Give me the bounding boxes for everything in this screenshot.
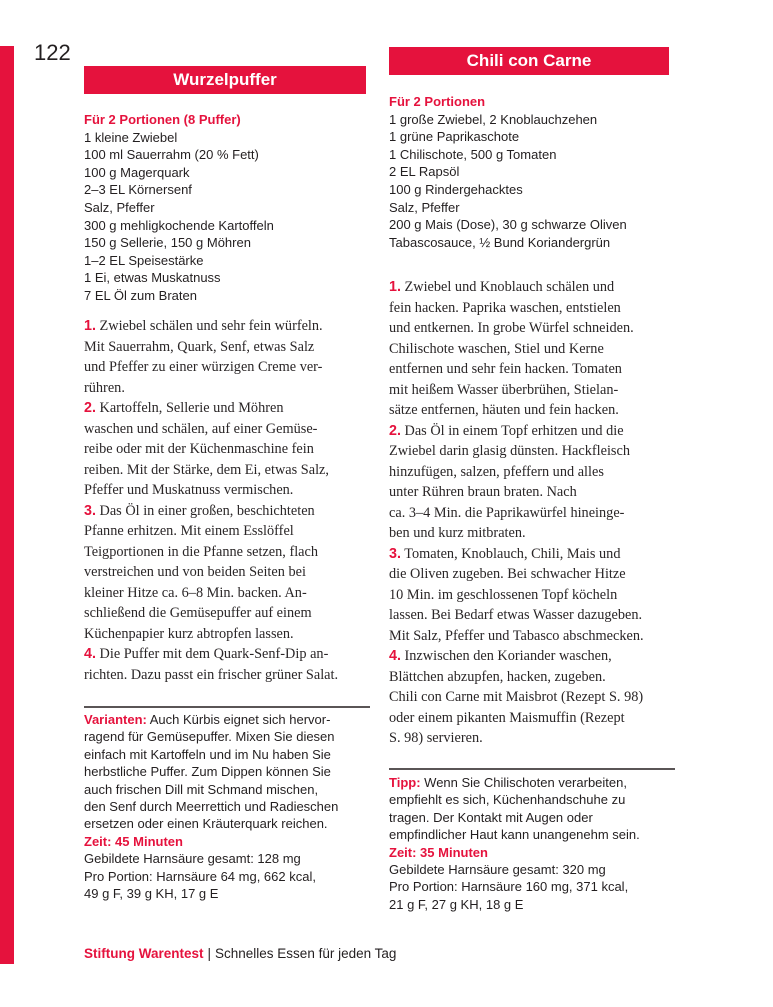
variant-text: Auch Kürbis eignet sich hervor- — [149, 712, 331, 727]
ingredient-item: 150 g Sellerie, 150 g Möhren — [84, 235, 251, 251]
variant-text-line: herbstliche Puffer. Zum Dippen können Sie — [84, 764, 331, 780]
ingredient-item: 1 Ei, etwas Muskatnuss — [84, 270, 221, 286]
steps-left — [84, 316, 374, 685]
step-text-line: S. 98) servieren. — [389, 730, 483, 746]
step-text: Kartoffeln, Sellerie und Möhren — [99, 400, 284, 416]
nutrition-info-line: Gebildete Harnsäure gesamt: 320 mg — [389, 862, 606, 878]
step-number: 3. — [84, 502, 96, 519]
ingredient-item: 1 Chilischote, 500 g Tomaten — [389, 146, 557, 162]
step-text-line: Pfanne erhitzen. Mit einem Esslöffel — [84, 523, 294, 539]
divider-left — [84, 706, 370, 708]
step-number: 1. — [84, 318, 96, 334]
step-number: 3. — [389, 545, 401, 562]
step-4 — [84, 644, 374, 665]
ingredients-left — [84, 111, 370, 305]
tip-text-line: empfindlicher Haut kann unangenehm sein. — [389, 827, 640, 843]
step-text-line: Chili con Carne mit Maisbrot (Rezept S. 98) — [389, 689, 644, 705]
tip-label: Tipp: — [389, 775, 421, 790]
footer-book-title: Schnelles Essen für jeden Tag — [215, 946, 397, 961]
step-text: Das Öl in einem Topf erhitzen und die — [404, 422, 624, 439]
notes-right — [389, 774, 679, 913]
step-text-line: unter Rühren braun braten. Nach — [389, 484, 577, 500]
step-number: 1. — [389, 279, 401, 295]
step-text: Zwiebel schälen und sehr fein würfeln. — [99, 318, 323, 334]
step-text-line: waschen und schälen, auf einer Gemüse- — [84, 420, 318, 437]
step-3 — [84, 501, 374, 522]
variant-text-line: ragend für Gemüsepuffer. Mixen Sie diesen — [84, 729, 335, 745]
step-text-line: Teigportionen in die Pfanne setzen, flach — [84, 543, 319, 560]
ingredient-item: Tabascosauce, ½ Bund Koriandergrün — [389, 234, 611, 250]
step-text-line: verstreichen und von beiden Seiten bei — [84, 564, 306, 580]
ingredient-item: 1–2 EL Speisestärke — [84, 252, 204, 268]
ingredient-item: 2–3 EL Körnersenf — [84, 182, 192, 198]
recipe-title-wurzelpuffer: Wurzelpuffer — [84, 66, 366, 94]
tip-text-line: empfiehlt es sich, Küchenhandschuhe zu — [389, 792, 626, 808]
ingredient-item: 300 g mehligkochende Kartoffeln — [84, 217, 274, 233]
time-left: Zeit: 45 Minuten — [84, 833, 183, 849]
recipe-title-chili: Chili con Carne — [389, 47, 669, 75]
step-text-line: ca. 3–4 Min. die Paprikawürfel hineinge- — [389, 504, 625, 521]
step-text-line: Mit Sauerrahm, Quark, Senf, etwas Salz — [84, 338, 315, 355]
ingredient-item: 100 g Magerquark — [84, 164, 190, 180]
step-text-line: entfernen und sehr fein hacken. Tomaten — [389, 361, 622, 377]
page-number: 122 — [34, 40, 71, 65]
step-number: 2. — [389, 422, 401, 439]
ingredient-item: 1 grüne Paprikaschote — [389, 129, 520, 145]
nutrition-info-line: Pro Portion: Harnsäure 64 mg, 662 kcal, — [84, 868, 316, 884]
tip-text: Wenn Sie Chilischoten verarbeiten, — [424, 775, 627, 790]
variant-label: Varianten: — [84, 712, 147, 727]
step-text: Inzwischen den Koriander waschen, — [404, 648, 612, 664]
ingredient-item: 7 EL Öl zum Braten — [84, 287, 197, 303]
variant-text-line: den Senf durch Meerrettich und Radieschen — [84, 799, 339, 815]
variant-note-first — [84, 711, 374, 728]
ingredient-item: 1 große Zwiebel, 2 Knoblauchzehen — [389, 111, 598, 127]
step-text: Die Puffer mit dem Quark-Senf-Dip an- — [99, 646, 329, 662]
ingredients-right — [389, 93, 679, 251]
footer — [84, 946, 396, 961]
step-text: Zwiebel und Knoblauch schälen und — [404, 279, 615, 295]
step-number: 2. — [84, 400, 96, 416]
step-4 — [389, 646, 679, 667]
page-edge-bar — [0, 46, 14, 964]
step-text-line: mit heißem Wasser überbrühen, Stielan- — [389, 381, 619, 398]
step-text-line: Zwiebel darin glasig dünsten. Hackfleisch — [389, 443, 630, 459]
nutrition-info-line: Gebildete Harnsäure gesamt: 128 mg — [84, 851, 301, 867]
step-1 — [84, 316, 374, 337]
step-3 — [389, 544, 679, 565]
step-text-line: die Oliven zugeben. Bei schwacher Hitze — [389, 566, 626, 582]
step-text-line: Küchenpapier kurz abtropfen lassen. — [84, 625, 294, 642]
step-text: Tomaten, Knoblauch, Chili, Mais und — [404, 545, 621, 562]
step-text-line: hinzufügen, salzen, pfeffern und alles — [389, 463, 604, 480]
ingredient-item: 1 kleine Zwiebel — [84, 129, 178, 145]
step-text-line: und entkernen. In grobe Würfel schneiden. — [389, 320, 634, 336]
variant-text-line: einfach mit Kartoffeln und im Nu haben Sie — [84, 746, 331, 762]
step-text-line: lassen. Bei Bedarf etwas Wasser dazugeben. — [389, 607, 643, 623]
step-2 — [389, 421, 679, 442]
ingredient-item: Salz, Pfeffer — [84, 199, 155, 215]
step-text-line: reiben. Mit der Stärke, dem Ei, etwas Salz, — [84, 461, 329, 478]
step-text: Das Öl in einer großen, beschichteten — [99, 502, 315, 519]
step-text-line: fein hacken. Paprika waschen, entstielen — [389, 299, 621, 316]
time-right: Zeit: 35 Minuten — [389, 844, 488, 860]
footer-brand: Stiftung Warentest — [84, 946, 204, 961]
step-text-line: ben und kurz mitbraten. — [389, 525, 526, 541]
variant-text-line: auch frischen Dill mit Schmand mischen, — [84, 781, 319, 797]
step-text-line: und Pfeffer zu einer würzigen Creme ver- — [84, 359, 323, 375]
portions-heading: Für 2 Portionen (8 Puffer) — [84, 112, 241, 127]
step-text-line: oder einem pikanten Maismuffin (Rezept — [389, 709, 625, 726]
tip-text-line: tragen. Der Kontakt mit Augen oder — [389, 809, 593, 825]
ingredient-item: Salz, Pfeffer — [389, 199, 460, 215]
divider-right — [389, 768, 675, 770]
step-text-line: reibe oder mit der Küchenmaschine fein — [84, 441, 314, 457]
nutrition-info-line: Pro Portion: Harnsäure 160 mg, 371 kcal, — [389, 879, 629, 895]
step-text-line: rühren. — [84, 379, 125, 396]
step-number: 4. — [84, 646, 96, 662]
notes-left — [84, 711, 374, 902]
step-text-line: Chilischote waschen, Stiel und Kerne — [389, 340, 604, 357]
nutrition-info-line: 21 g F, 27 g KH, 18 g E — [389, 896, 524, 912]
step-text-line: 10 Min. im geschlossenen Topf köcheln — [389, 586, 618, 603]
step-2 — [84, 398, 374, 419]
step-text-line: sätze entfernen, häuten und fein hacken. — [389, 402, 619, 418]
step-number: 4. — [389, 648, 401, 664]
ingredient-item: 100 g Rindergehacktes — [389, 181, 523, 197]
step-text-line: Mit Salz, Pfeffer und Tabasco abschmecken. — [389, 627, 644, 644]
step-text-line: Pfeffer und Muskatnuss vermischen. — [84, 482, 294, 498]
ingredient-item: 2 EL Rapsöl — [389, 164, 460, 180]
footer-separator: | — [207, 946, 212, 961]
variant-text-line: ersetzen oder einen Kräuterquark reichen. — [84, 816, 328, 832]
portions-heading: Für 2 Portionen — [389, 94, 486, 109]
steps-right — [389, 277, 679, 749]
step-text-line: schließend die Gemüsepuffer auf einem — [84, 605, 312, 621]
step-text-line: kleiner Hitze ca. 6–8 Min. backen. An- — [84, 584, 307, 601]
step-text-line: richten. Dazu passt ein frischer grüner Salat. — [84, 666, 339, 683]
nutrition-info-line: 49 g F, 39 g KH, 17 g E — [84, 886, 219, 902]
ingredient-item: 100 ml Sauerrahm (20 % Fett) — [84, 147, 259, 163]
tip-note-first — [389, 774, 679, 791]
step-text-line: Blättchen abzupfen, hacken, zugeben. — [389, 668, 606, 685]
step-1 — [389, 277, 679, 298]
ingredient-item: 200 g Mais (Dose), 30 g schwarze Oliven — [389, 217, 627, 233]
